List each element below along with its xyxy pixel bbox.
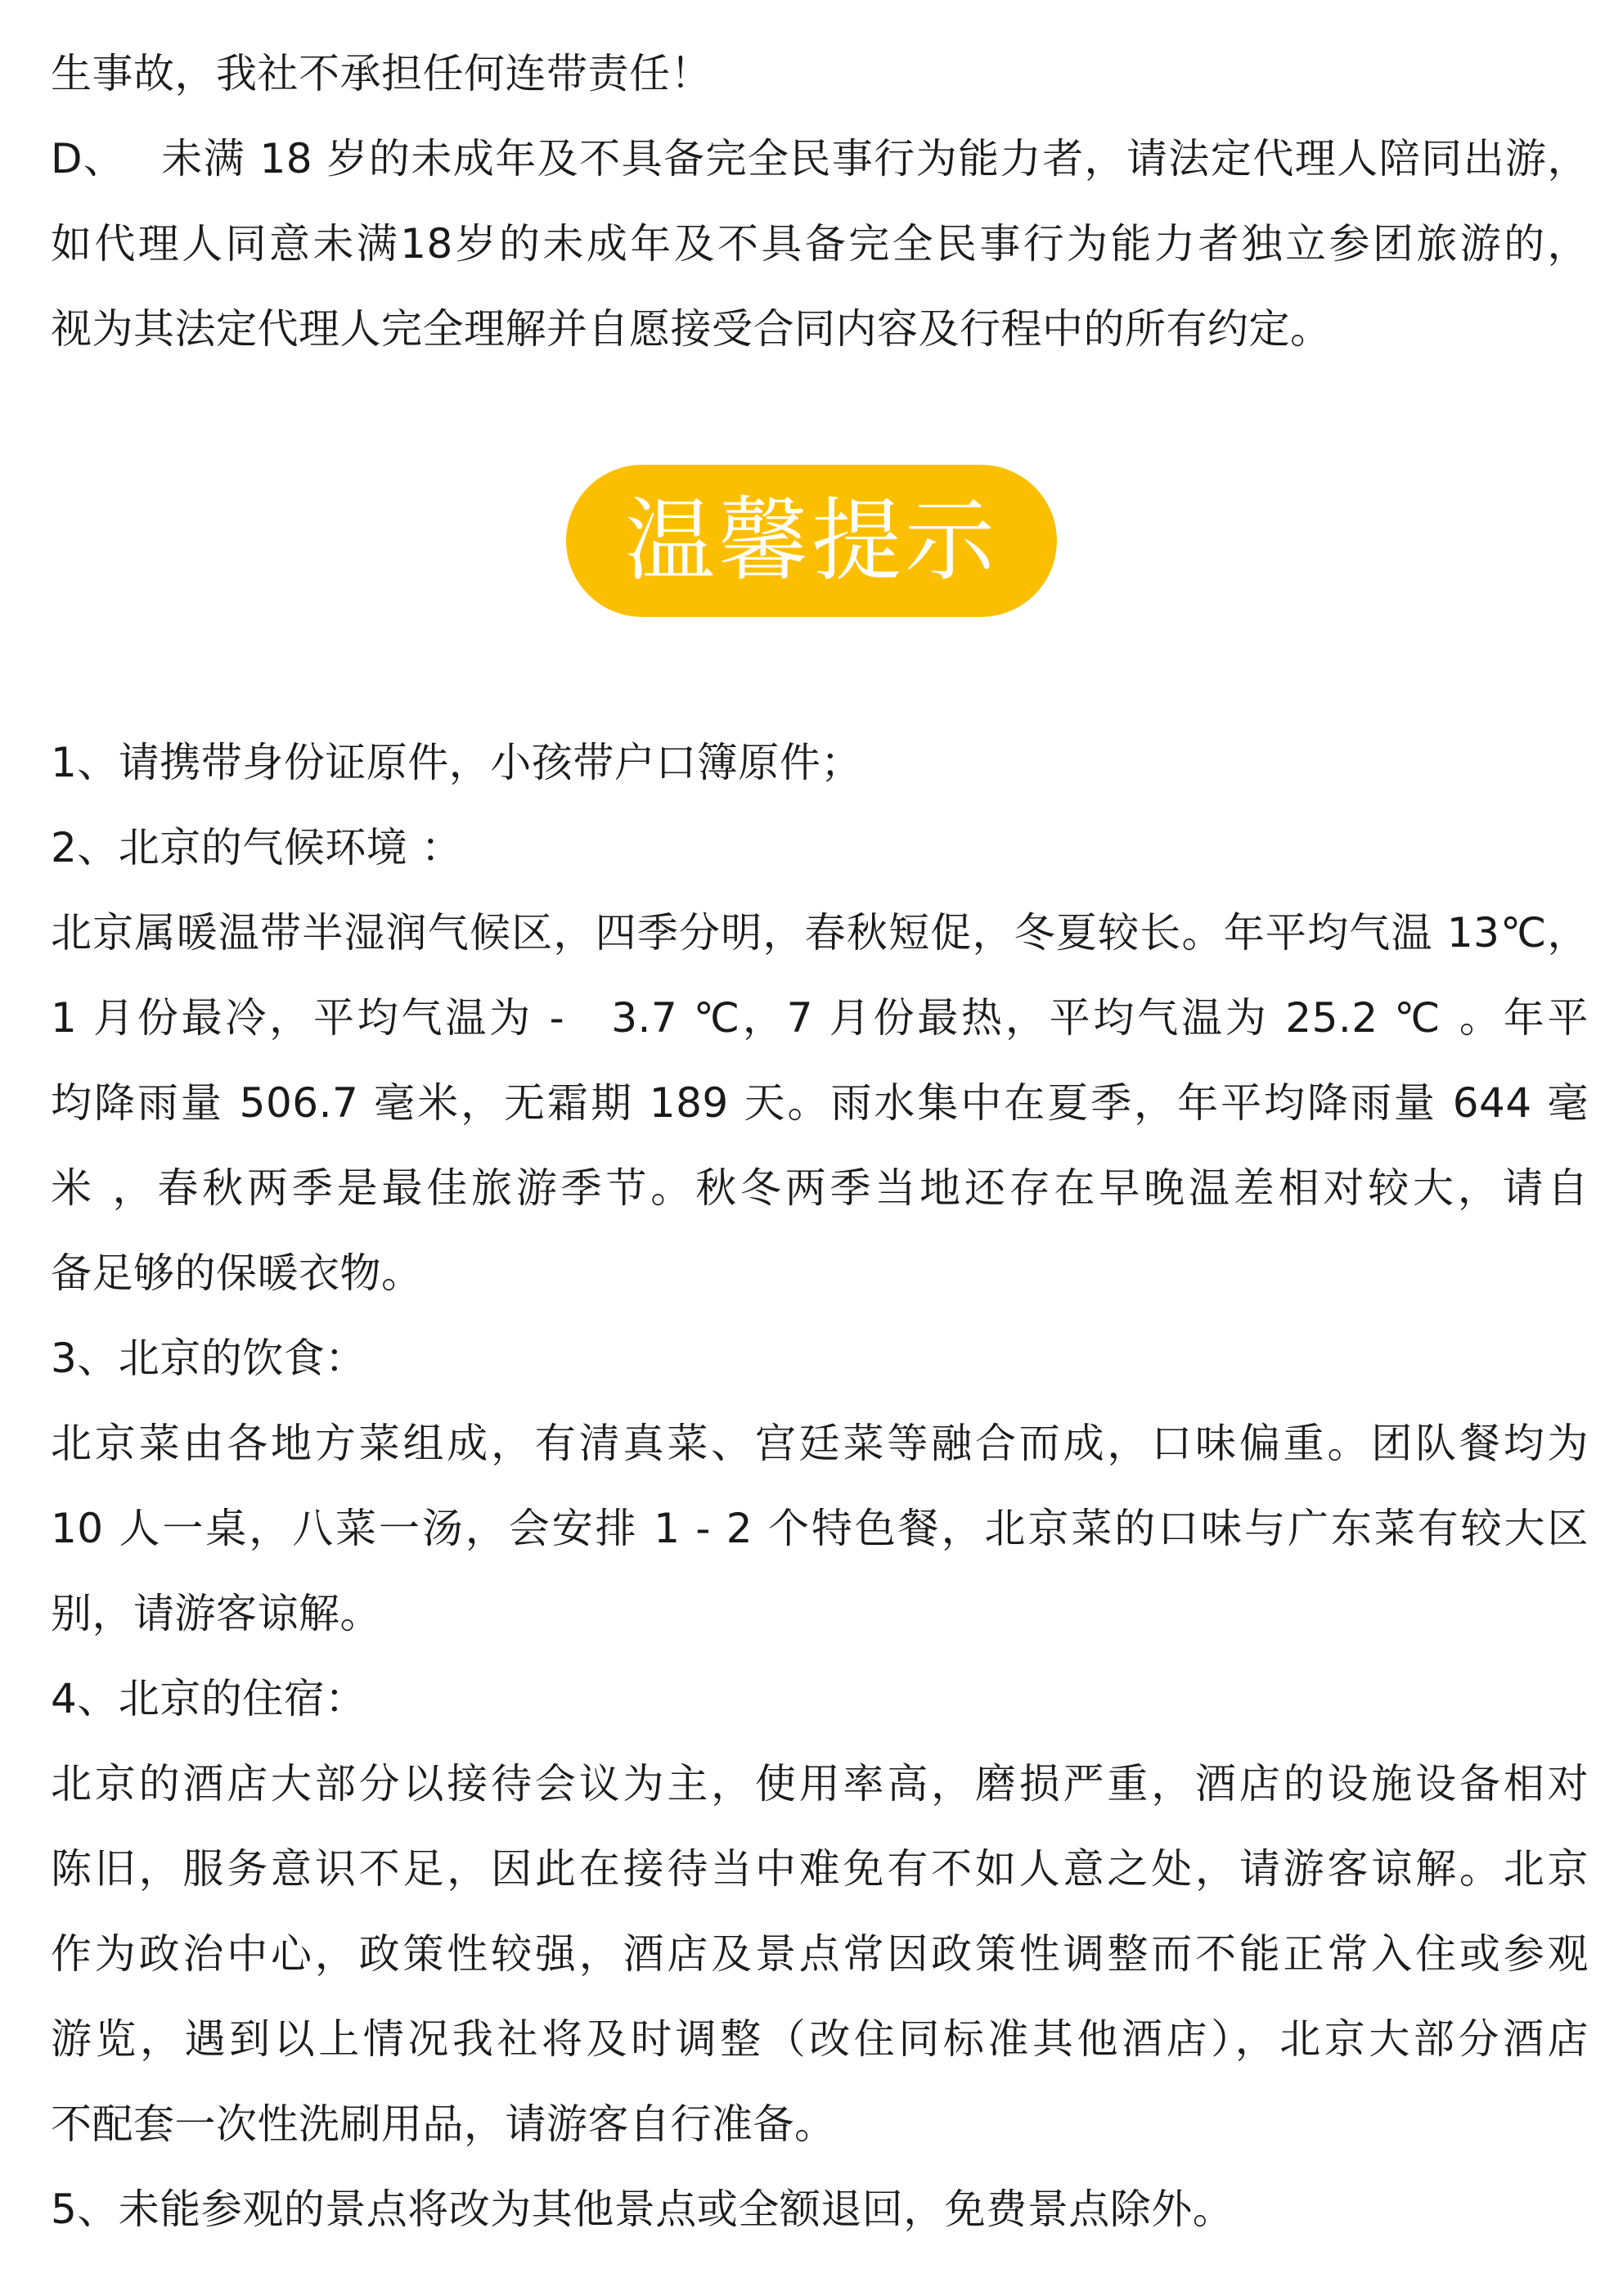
intro-line: 如代理人同意未满18岁的未成年及不具备完全民事行为能力者独立参团旅游的， xyxy=(51,220,1589,268)
tip-line: 均降雨量 506.7 毫米，无霜期 189 天。雨水集中在夏季，年平均降雨量 644 毫 xyxy=(51,1079,1589,1127)
tip-line: 3、北京的饮食： xyxy=(51,1335,366,1382)
tip-line: 4、北京的住宿： xyxy=(51,1675,366,1722)
warm-tips-badge: 温馨提示 xyxy=(566,465,1057,617)
tip-line: 备足够的保暖衣物。 xyxy=(51,1249,423,1297)
tip-line: 1、请携带身份证原件，小孩带户口簿原件； xyxy=(51,739,862,786)
tip-line: 北京属暖温带半湿润气候区，四季分明，春秋短促，冬夏较长。年平均气温 13℃， xyxy=(51,909,1589,957)
tip-line: 5、未能参观的景点将改为其他景点或全额退回，免费景点除外。 xyxy=(51,2186,1234,2233)
intro-line: 生事故，我社不承担任何连带责任！ xyxy=(51,50,712,97)
intro-line: 视为其法定代理人完全理解并自愿接受合同内容及行程中的所有约定。 xyxy=(51,305,1332,353)
tip-line: 陈旧，服务意识不足，因此在接待当中难免有不如人意之处，请游客谅解。北京 xyxy=(51,1845,1589,1893)
tip-line: 10 人一桌，八菜一汤，会安排 1 - 2 个特色餐，北京菜的口味与广东菜有较大区 xyxy=(51,1505,1589,1552)
intro-line: D、 未满 18 岁的未成年及不具备完全民事行为能力者，请法定代理人陪同出游， xyxy=(51,135,1589,182)
tip-line: 作为政治中心，政策性较强，酒店及景点常因政策性调整而不能正常入住或参观 xyxy=(51,1930,1589,1978)
tip-line: 米 ，春秋两季是最佳旅游季节。秋冬两季当地还存在早晚温差相对较大，请自 xyxy=(51,1164,1589,1212)
tip-line: 游览，遇到以上情况我社将及时调整（改住同标准其他酒店），北京大部分酒店 xyxy=(51,2015,1589,2063)
tip-line: 北京菜由各地方菜组成，有清真菜、宫廷菜等融合而成，口味偏重。团队餐均为 xyxy=(51,1420,1589,1467)
terms-section xyxy=(51,31,1589,371)
tip-line: 别，请游客谅解。 xyxy=(51,1590,381,1637)
tip-line: 不配套一次性洗刷用品，请游客自行准备。 xyxy=(51,2100,836,2148)
tip-line: 2、北京的气候环境 ： xyxy=(51,824,463,871)
tips-section xyxy=(51,720,1589,2252)
badge-container xyxy=(0,465,1623,617)
tip-line: 1 月份最冷，平均气温为 - 3.7 ℃，7 月份最热，平均气温为 25.2 ℃ 。年平 xyxy=(51,994,1589,1042)
tip-line: 北京的酒店大部分以接待会议为主，使用率高，磨损严重，酒店的设施设备相对 xyxy=(51,1760,1589,1808)
